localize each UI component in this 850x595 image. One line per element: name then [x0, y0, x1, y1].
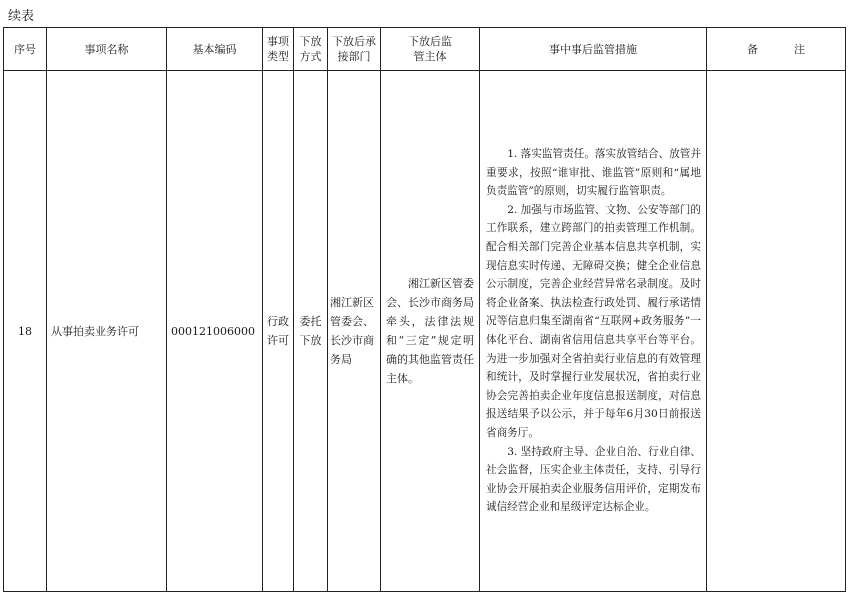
header-receiver-text: 下放后承接部门 — [332, 35, 376, 63]
header-subject — [381, 28, 480, 71]
cell-subject: 湘江新区管委会、长沙市商务局牵头，法律法规和“三定”规定明确的其他监管责任主体。 — [381, 71, 480, 592]
header-remark-b: 注 — [794, 42, 805, 56]
header-receiver — [328, 28, 381, 71]
cell-code: 000121006000 — [167, 71, 263, 592]
table-caption: 续表 — [8, 9, 35, 24]
header-remark — [707, 28, 846, 71]
measure-item: 2. 加强与市场监管、文物、公安等部门的工作联系，建立跨部门的拍卖管理工作机制。配合相关部门完善企业基本信息共享机制，实现信息实时传递、无障碍交换；健全企业信息公示制度，完善企业经营异常名录制度。及时将企业备案、执法检查行政处罚、履行承诺情况等信息归集至湖南省“互联网+政务服务”一体化平台、湖南省信用信息共享平台等平台。为进一步加强对全省拍卖行业信息的有效管理和统计，及时掌握行业发展状况，省拍卖行业协会完善拍卖企业年度信息报送制度，对信息报送结果予以公示，并于每年6月30日前报送省商务厅。 — [486, 203, 701, 439]
measure-item: 3. 坚持政府主导、企业自治、行业自律、社会监督，压实企业主体责任，支持、引导行业协会开展拍卖企业服务信用评价，定期发布诚信经营企业和星级评定达标企业。 — [486, 445, 701, 514]
header-remark-a: 备 — [747, 42, 758, 56]
cell-remark — [707, 71, 846, 592]
header-type — [263, 28, 294, 71]
header-code: 基本编码 — [167, 28, 263, 71]
cell-receiver: 湘江新区管委会、长沙市商务局 — [328, 71, 381, 592]
cell-mode: 委托下放 — [294, 71, 328, 592]
cell-type: 行政许可 — [263, 71, 294, 592]
cell-name: 从事拍卖业务许可 — [47, 71, 167, 592]
cell-seq: 18 — [4, 71, 47, 592]
header-seq: 序号 — [4, 28, 47, 71]
measure-item: 1. 落实监管责任。落实放管结合、放管并重要求，按照“谁审批、谁监管”原则和“属地负责监管”的原则，切实履行监管职责。 — [486, 148, 701, 198]
cell-measures — [480, 71, 707, 592]
regulatory-table — [3, 27, 846, 592]
header-mode — [294, 28, 328, 71]
table-row — [4, 71, 846, 592]
header-mode-text: 下放方式 — [299, 35, 322, 63]
header-type-text: 事项类型 — [267, 35, 289, 63]
header-measures: 事中事后监管措施 — [480, 28, 707, 71]
header-subject-text: 下放后监管主体 — [408, 35, 452, 63]
header-row — [4, 28, 846, 71]
header-name: 事项名称 — [47, 28, 167, 71]
